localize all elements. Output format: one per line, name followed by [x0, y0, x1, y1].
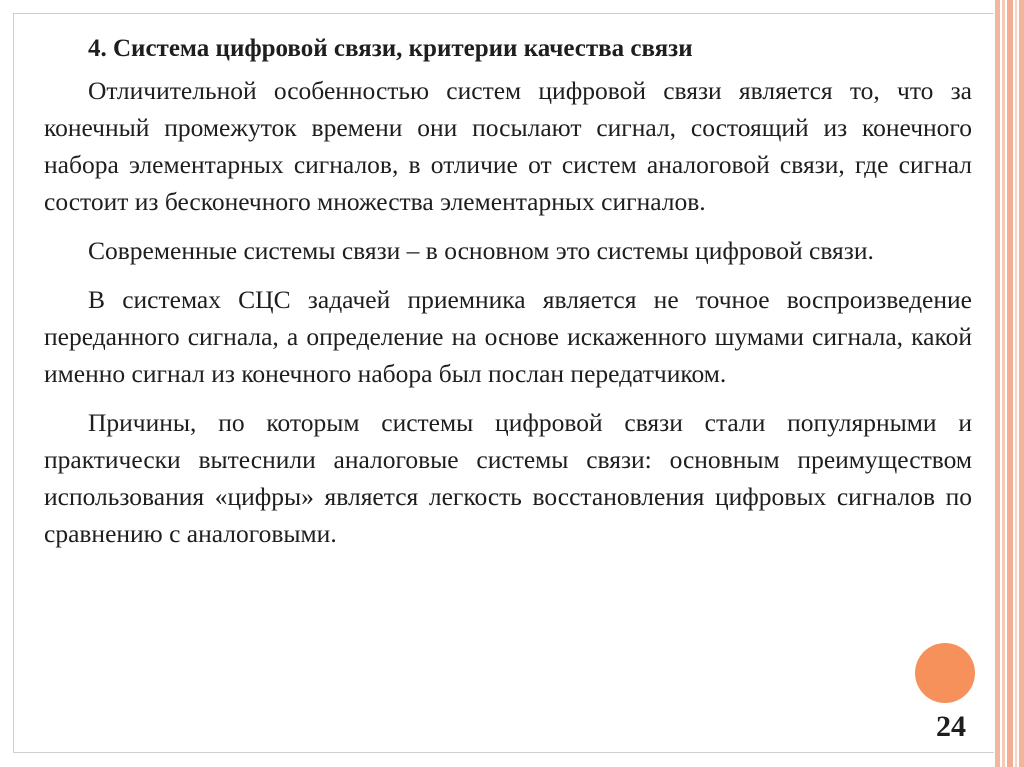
- paragraph-2: Современные системы связи – в основном это системы цифровой связи.: [88, 236, 874, 265]
- paragraph-3: В системах СЦС задачей приемника является не точное воспроизведение переданного сигнала, а определение на основе искаженного шумами сигнала, какой именно сигнал из конечного набора был послан передатчиком.: [44, 285, 972, 388]
- paragraph-1: Отличительной особенностью систем цифровой связи является то, что за конечный промежуток времени они посылают сигнал, состоящий из конечного набора элементарных сигналов, в отличие от систем аналоговой связи, где сигнал состоит из бесконечного множества элементарных сигналов.: [44, 76, 972, 216]
- decorative-stripes: [994, 0, 1024, 767]
- slide-content: [44, 33, 972, 564]
- decorative-circle: [915, 643, 975, 703]
- paragraph-4: Причины, по которым системы цифровой связи стали популярными и практически вытеснили аналоговые системы связи: основным преимуществом использования «цифры» является легкость восстановления цифровых сигналов по сравнению с аналоговыми.: [44, 408, 972, 548]
- slide-title: 4. Система цифровой связи, критерии качества связи: [88, 35, 693, 62]
- page-number: 24: [936, 710, 966, 743]
